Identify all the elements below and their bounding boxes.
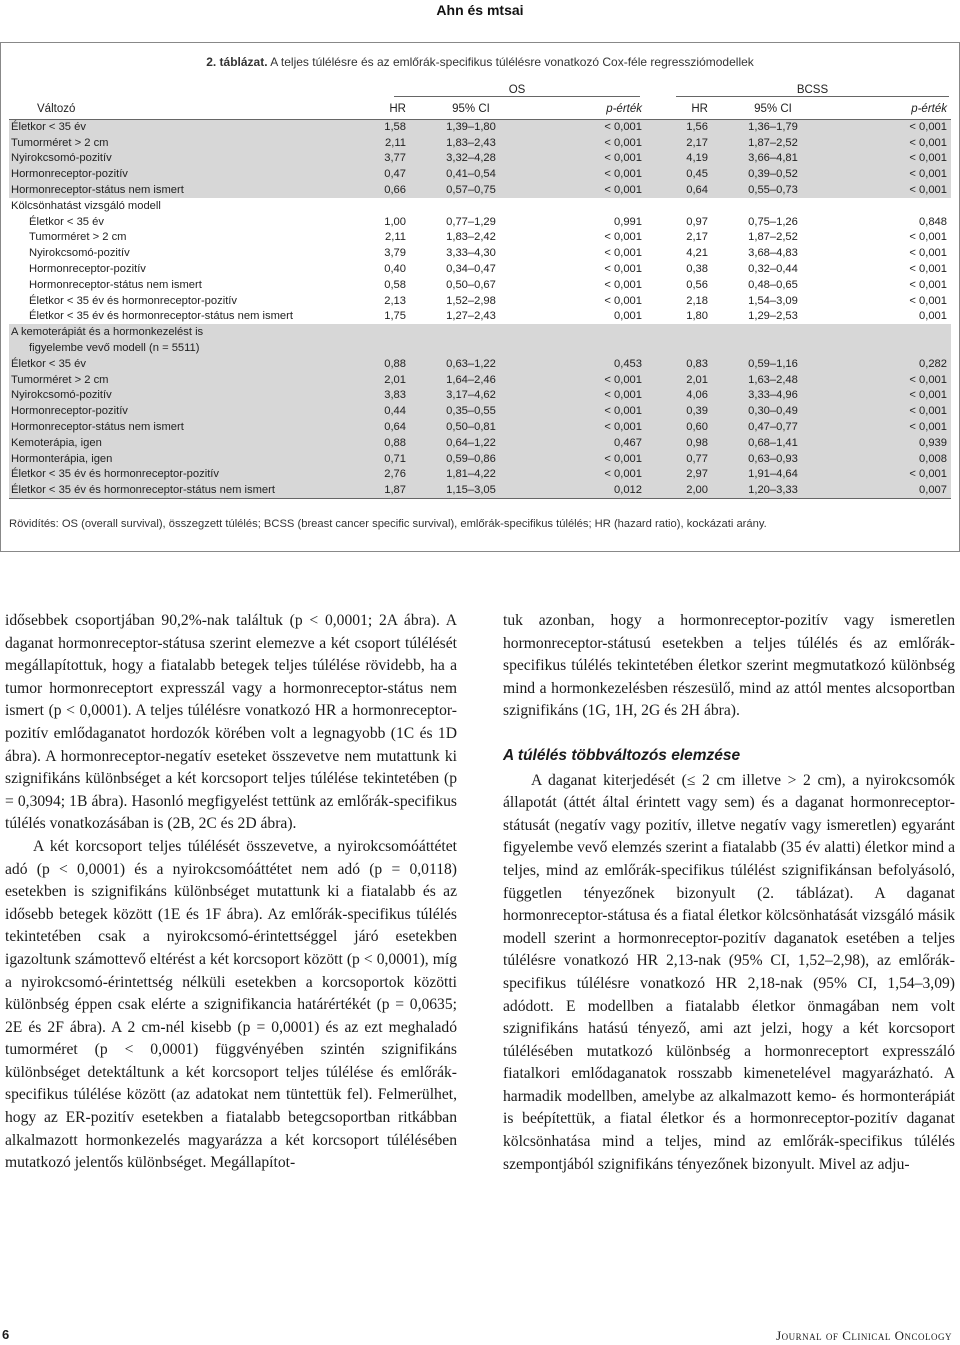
row-value: 3,77 (354, 151, 412, 167)
row-value: 1,75 (384, 310, 406, 323)
row-value: < 0,001 (832, 372, 951, 388)
col-os-p: p-érték (530, 99, 646, 119)
row-value: 0,56 (686, 278, 708, 291)
table-row (9, 151, 951, 167)
col-bcss-ci: 95% CI (714, 99, 832, 119)
row-label: Hormonreceptor-pozitív (9, 403, 354, 419)
row-label: Nyirokcsomó-pozitív (9, 151, 354, 167)
row-label: Hormonreceptor-státus nem ismert (9, 182, 354, 198)
running-head: Ahn és mtsai (436, 2, 524, 18)
section-row (9, 198, 951, 214)
table-row (9, 135, 951, 151)
row-label: Hormonterápia, igen (9, 451, 354, 467)
row-value: 0,63–0,93 (714, 451, 832, 467)
row-value: 0,83 (646, 356, 714, 372)
row-value: 0,63–1,22 (412, 356, 530, 372)
row-value: 0,282 (832, 356, 951, 372)
row-value: 2,17 (646, 135, 714, 151)
section-row (9, 340, 951, 356)
row-value: 1,91–4,64 (714, 467, 832, 483)
row-value: 0,848 (919, 215, 947, 228)
body-column-left (5, 610, 457, 1175)
left-paragraph-2: A két korcsoport teljes túlélését összevetve, a nyirokcsomóáttétet adó (p < 0,0001) és a nyirokcsomóáttétet nem adó (p = 0,0118) esetekben is szignifikáns különbséget mutattunk ki a fiatalabb és az idősebb betegek között (1E és 1F ábra). Az emlőrák-specifikus túlélés tekintetében csak a nyirokcsomó-érintettséggel járó esetekben igazoltunk számottevő eltérést a két korcsoport között (p < 0,0001), míg a nyirokcsomó-érintettség nélküli esetekben a korcsoportok közötti különbség éppen csak elérte a szignifikancia határértékét (p = 0,0635; 2E és 2F ábra). A 2 cm-nél kisebb (p = 0,0001) és az ezt meghaladó tumorméret (p < 0,0001) függvényében szintén szignifikáns különbséget detektáltunk a két korcsoport teljes túlélése és emlőrák-specifikus túlélése között (az adatokat nem tüntettük fel). Felmerülhet, hogy az ER-pozitív esetekben a fiatalabb betegcsoportban ritkábban alkalmazott hormonkezelés magyarázza a két korcsoport túlélésében mutatkozó jelentős különbséget. Megállapítot- (5, 837, 457, 1172)
row-label: Hormonreceptor-státus nem ismert (9, 419, 354, 435)
row-value: < 0,001 (832, 135, 951, 151)
row-value: < 0,001 (832, 182, 951, 198)
row-value: 1,83–2,42 (446, 231, 496, 244)
row-value: 0,991 (614, 215, 642, 228)
row-label: Életkor < 35 év és hormonreceptor-pozitív (29, 294, 238, 307)
table-row (9, 435, 951, 451)
row-value: 0,58 (384, 278, 406, 291)
row-value: < 0,001 (909, 294, 947, 307)
row-value: < 0,001 (530, 151, 646, 167)
row-value: 2,97 (646, 467, 714, 483)
row-value: 3,79 (384, 247, 406, 260)
group-bcss: BCSS (676, 84, 949, 97)
row-label: Hormonreceptor-pozitív (29, 263, 146, 276)
table-row (9, 356, 951, 372)
row-value: 1,87 (354, 482, 412, 498)
cox-table (9, 82, 951, 499)
row-value: 1,29–2,53 (748, 310, 798, 323)
row-value: 0,47 (354, 166, 412, 182)
row-label: Tumorméret > 2 cm (9, 135, 354, 151)
row-value: 0,32–0,44 (748, 263, 798, 276)
row-label: Nyirokcsomó-pozitív (29, 247, 130, 260)
row-value: 1,80 (686, 310, 708, 323)
row-value: 1,00 (384, 215, 406, 228)
row-value: < 0,001 (530, 119, 646, 135)
row-value: 0,64 (354, 419, 412, 435)
table-caption (1, 55, 959, 69)
row-value: 2,76 (354, 467, 412, 483)
row-value: < 0,001 (530, 467, 646, 483)
table-row (9, 182, 951, 198)
row-value: 2,01 (354, 372, 412, 388)
row-value: < 0,001 (909, 247, 947, 260)
col-variable: Változó (9, 99, 354, 119)
row-value: 1,54–3,09 (748, 294, 798, 307)
row-value: 4,06 (646, 388, 714, 404)
row-value: < 0,001 (530, 182, 646, 198)
table-row (9, 277, 951, 293)
row-value: 2,11 (354, 135, 412, 151)
table-row (9, 372, 951, 388)
row-value: 4,19 (646, 151, 714, 167)
row-value: 0,38 (686, 263, 708, 276)
row-value: 0,77–1,29 (446, 215, 496, 228)
row-value: 1,83–2,43 (412, 135, 530, 151)
row-value: 0,30–0,49 (714, 403, 832, 419)
row-value: 2,01 (646, 372, 714, 388)
table-row (9, 166, 951, 182)
body-column-right (503, 610, 955, 1176)
row-value: 0,939 (832, 435, 951, 451)
row-label: Életkor < 35 év (29, 215, 104, 228)
caption-label: 2. táblázat. (206, 55, 268, 69)
row-value: < 0,001 (604, 294, 642, 307)
row-value: < 0,001 (909, 278, 947, 291)
row-value: 0,59–1,16 (714, 356, 832, 372)
row-value: 0,012 (530, 482, 646, 498)
section-label: A kemoterápiát és a hormonkezelést is (9, 324, 951, 340)
row-value: 1,36–1,79 (714, 119, 832, 135)
row-value: 0,34–0,47 (446, 263, 496, 276)
row-label: Életkor < 35 év (9, 119, 354, 135)
row-value: 3,68–4,83 (748, 247, 798, 260)
row-value: 1,87–2,52 (748, 231, 798, 244)
col-bcss-hr: HR (646, 99, 714, 119)
left-paragraph-1: idősebbek csoportjában 90,2%-nak találtuk (p < 0,0001; 2A ábra). A daganat hormonreceptor-státusa szerint elemezve a két csoport túlélését megállapítottuk, hogy a fiatalabb betegek teljes túlélése rövidebb, ha a tumor hormonreceptort expresszál vagy a hormonreceptor-státus nem ismert (p < 0,0001). A teljes túlélésre vonatkozó HR a hormonreceptor-pozitív emlődaganatot hordozók körében volt a legnagyobb (1C és 1D ábra). A hormonreceptor-negatív eseteket összevetve nem mutattunk ki szignifikáns különbséget a két korcsoport teljes túlélése tekintetében (p = 0,3094; 1B ábra). Hasonló megfigyelést tettünk az emlőrák-specifikus túlélés vonatkozásában is (2B, 2C és 2D ábra). (5, 612, 457, 833)
row-value: < 0,001 (530, 388, 646, 404)
table-row (9, 451, 951, 467)
row-value: < 0,001 (604, 278, 642, 291)
row-value: 0,71 (354, 451, 412, 467)
row-value: 1,27–2,43 (446, 310, 496, 323)
row-value: 0,44 (354, 403, 412, 419)
row-value: 0,40 (384, 263, 406, 276)
row-value: 0,57–0,75 (412, 182, 530, 198)
row-value: < 0,001 (832, 403, 951, 419)
row-label: Tumorméret > 2 cm (29, 231, 127, 244)
row-value: 1,64–2,46 (412, 372, 530, 388)
row-value: 1,81–4,22 (412, 467, 530, 483)
section-title: A túlélés többváltozós elemzése (503, 746, 741, 764)
table-row (9, 230, 951, 246)
page-number: 6 (2, 1327, 10, 1342)
section-row (9, 324, 951, 340)
row-value: < 0,001 (832, 467, 951, 483)
row-label: Kemoterápia, igen (9, 435, 354, 451)
group-os: OS (394, 84, 640, 97)
row-value: 2,11 (385, 231, 406, 244)
row-value: < 0,001 (530, 135, 646, 151)
row-value: < 0,001 (530, 451, 646, 467)
section-label: figyelembe vevő modell (n = 5511) (9, 340, 951, 356)
row-value: 0,008 (832, 451, 951, 467)
row-value: 0,88 (354, 356, 412, 372)
row-value: 0,39–0,52 (714, 166, 832, 182)
caption-text: A teljes túlélésre és az emlőrák-specifikus túlélésre vonatkozó Cox-féle regressziómodellek (270, 55, 754, 69)
row-value: 3,33–4,30 (446, 247, 496, 260)
row-value: 0,64–1,22 (412, 435, 530, 451)
row-label: Életkor < 35 év (9, 356, 354, 372)
journal-name: Journal of Clinical Oncology (776, 1328, 952, 1343)
row-value: 1,58 (354, 119, 412, 135)
row-value: 0,75–1,26 (748, 215, 798, 228)
row-value: 0,50–0,67 (446, 278, 496, 291)
section-label: Kölcsönhatást vizsgáló modell (11, 199, 161, 212)
row-value: 4,21 (686, 247, 708, 260)
row-value: 3,32–4,28 (412, 151, 530, 167)
row-value: 0,77 (646, 451, 714, 467)
table-row (9, 309, 951, 325)
col-bcss-p: p-érték (832, 99, 951, 119)
row-value: 0,467 (530, 435, 646, 451)
row-value: 0,98 (646, 435, 714, 451)
row-value: 0,47–0,77 (714, 419, 832, 435)
row-label: Hormonreceptor-pozitív (9, 166, 354, 182)
right-paragraph-1: tuk azonban, hogy a hormonreceptor-pozitív vagy ismeretlen hormonreceptor-státusú esetekben a teljes túlélés és az emlőrák-specifikus túlélés tekintetében életkor szerint megmutatkozó különbség mind a hormonkezelésben részesülő, mind az attól mentes alcsoportban szignifikáns (1G, 1H, 2G és 2H ábra). (503, 612, 955, 720)
row-value: 2,18 (686, 294, 708, 307)
row-value: < 0,001 (832, 151, 951, 167)
row-label: Tumorméret > 2 cm (9, 372, 354, 388)
row-label: Életkor < 35 év és hormonreceptor-pozitív (9, 467, 354, 483)
row-label: Nyirokcsomó-pozitív (9, 388, 354, 404)
row-value: 2,17 (686, 231, 708, 244)
table-row (9, 419, 951, 435)
cox-regression-table-box (0, 42, 960, 552)
row-label: Hormonreceptor-státus nem ismert (29, 278, 202, 291)
row-value: 1,56 (646, 119, 714, 135)
row-value: 0,453 (530, 356, 646, 372)
row-value: 2,13 (384, 294, 406, 307)
row-value: 0,001 (919, 310, 947, 323)
table-row (9, 403, 951, 419)
row-value: 1,39–1,80 (412, 119, 530, 135)
row-value: 2,00 (646, 482, 714, 498)
column-header-row (9, 99, 951, 119)
row-value: 0,48–0,65 (748, 278, 798, 291)
table-row (9, 119, 951, 135)
row-value: 3,83 (354, 388, 412, 404)
row-value: 0,001 (614, 310, 642, 323)
group-header-row (9, 82, 951, 99)
table-footnote: Rövidítés: OS (overall survival), összegzett túlélés; BCSS (breast cancer specific survival), emlőrák-specifikus túlélés; HR (hazard ratio), kockázati arány. (9, 518, 767, 530)
row-value: 0,88 (354, 435, 412, 451)
row-value: < 0,001 (909, 263, 947, 276)
row-value: 0,41–0,54 (412, 166, 530, 182)
row-value: < 0,001 (604, 263, 642, 276)
table-row (9, 467, 951, 483)
table-row (9, 261, 951, 277)
row-value: 0,59–0,86 (412, 451, 530, 467)
row-value: < 0,001 (909, 231, 947, 244)
row-value: 0,68–1,41 (714, 435, 832, 451)
row-value: 0,007 (832, 482, 951, 498)
row-value: 0,50–0,81 (412, 419, 530, 435)
row-value: 0,66 (354, 182, 412, 198)
row-value: < 0,001 (832, 419, 951, 435)
row-value: 3,17–4,62 (412, 388, 530, 404)
row-value: < 0,001 (832, 388, 951, 404)
col-os-hr: HR (354, 99, 412, 119)
row-value: < 0,001 (530, 372, 646, 388)
row-value: 3,33–4,96 (714, 388, 832, 404)
row-value: 0,45 (646, 166, 714, 182)
row-label: Életkor < 35 év és hormonreceptor-státus nem ismert (29, 310, 293, 323)
row-value: 0,55–0,73 (714, 182, 832, 198)
row-value: < 0,001 (530, 403, 646, 419)
row-value: < 0,001 (832, 166, 951, 182)
row-value: < 0,001 (832, 119, 951, 135)
row-value: 0,97 (686, 215, 708, 228)
row-value: < 0,001 (530, 166, 646, 182)
table-row (9, 293, 951, 309)
row-value: 0,39 (646, 403, 714, 419)
table-row (9, 245, 951, 261)
row-value: 0,60 (646, 419, 714, 435)
row-value: 1,52–2,98 (446, 294, 496, 307)
row-value: 3,66–4,81 (714, 151, 832, 167)
col-os-ci: 95% CI (412, 99, 530, 119)
row-value: 1,20–3,33 (714, 482, 832, 498)
row-value: 0,35–0,55 (412, 403, 530, 419)
row-value: 1,15–3,05 (412, 482, 530, 498)
right-paragraph-2: A daganat kiterjedését (≤ 2 cm illetve > 2 cm), a nyirokcsomók állapotát (áttét által érintett vagy sem) és a daganat hormonreceptor-státusát (negatív vagy pozitív, illetve negatív vagy ismeretlen) egyaránt figyelembe vevő elemzés szerint a fiatalabb (35 év alatti) életkor mind a teljes, mind az emlőrák-specifikus túlélést szignifikánsan befolyásoló, független tényezőnek bizonyult (2. táblázat). A daganat hormonreceptor-státusa és a fiatal életkor kölcsönhatását vizsgáló másik modell szerint a hormonreceptor-pozitív daganatok esetében a teljes túlélésre vonatkozó HR 2,13-nak (95% CI, 1,52–2,98), az emlőrák-specifikus túlélésre vonatkozó HR 2,18-nak (95% CI, 1,54–3,09) adódott. E modellben a fiatalabb életkor önmagában nem volt szignifikáns hatású tényező, ami azt jelzi, hogy a két korcsoport túlélésében mutatkozó különbség a hormonreceptort expresszáló fiatalkori emlődaganatok rosszabb kimenetelével magyarázható. A harmadik modellben, amelybe az alkalmazott kemo- és hormonterápiát is beépítettük, a fiatal életkor és a hormonreceptor-pozitív daganat kölcsönhatása mind a teljes, mind az emlőrák-specifikus túlélés szempontjából szignifikáns tényezőnek bizonyult. Mivel az adju- (503, 771, 955, 1173)
row-value: 1,63–2,48 (714, 372, 832, 388)
row-value: < 0,001 (604, 247, 642, 260)
row-value: < 0,001 (604, 231, 642, 244)
row-label: Életkor < 35 év és hormonreceptor-státus nem ismert (9, 482, 354, 498)
table-row (9, 214, 951, 230)
table-row (9, 388, 951, 404)
row-value: 1,87–2,52 (714, 135, 832, 151)
row-value: < 0,001 (530, 419, 646, 435)
table-row (9, 482, 951, 498)
row-value: 0,64 (646, 182, 714, 198)
